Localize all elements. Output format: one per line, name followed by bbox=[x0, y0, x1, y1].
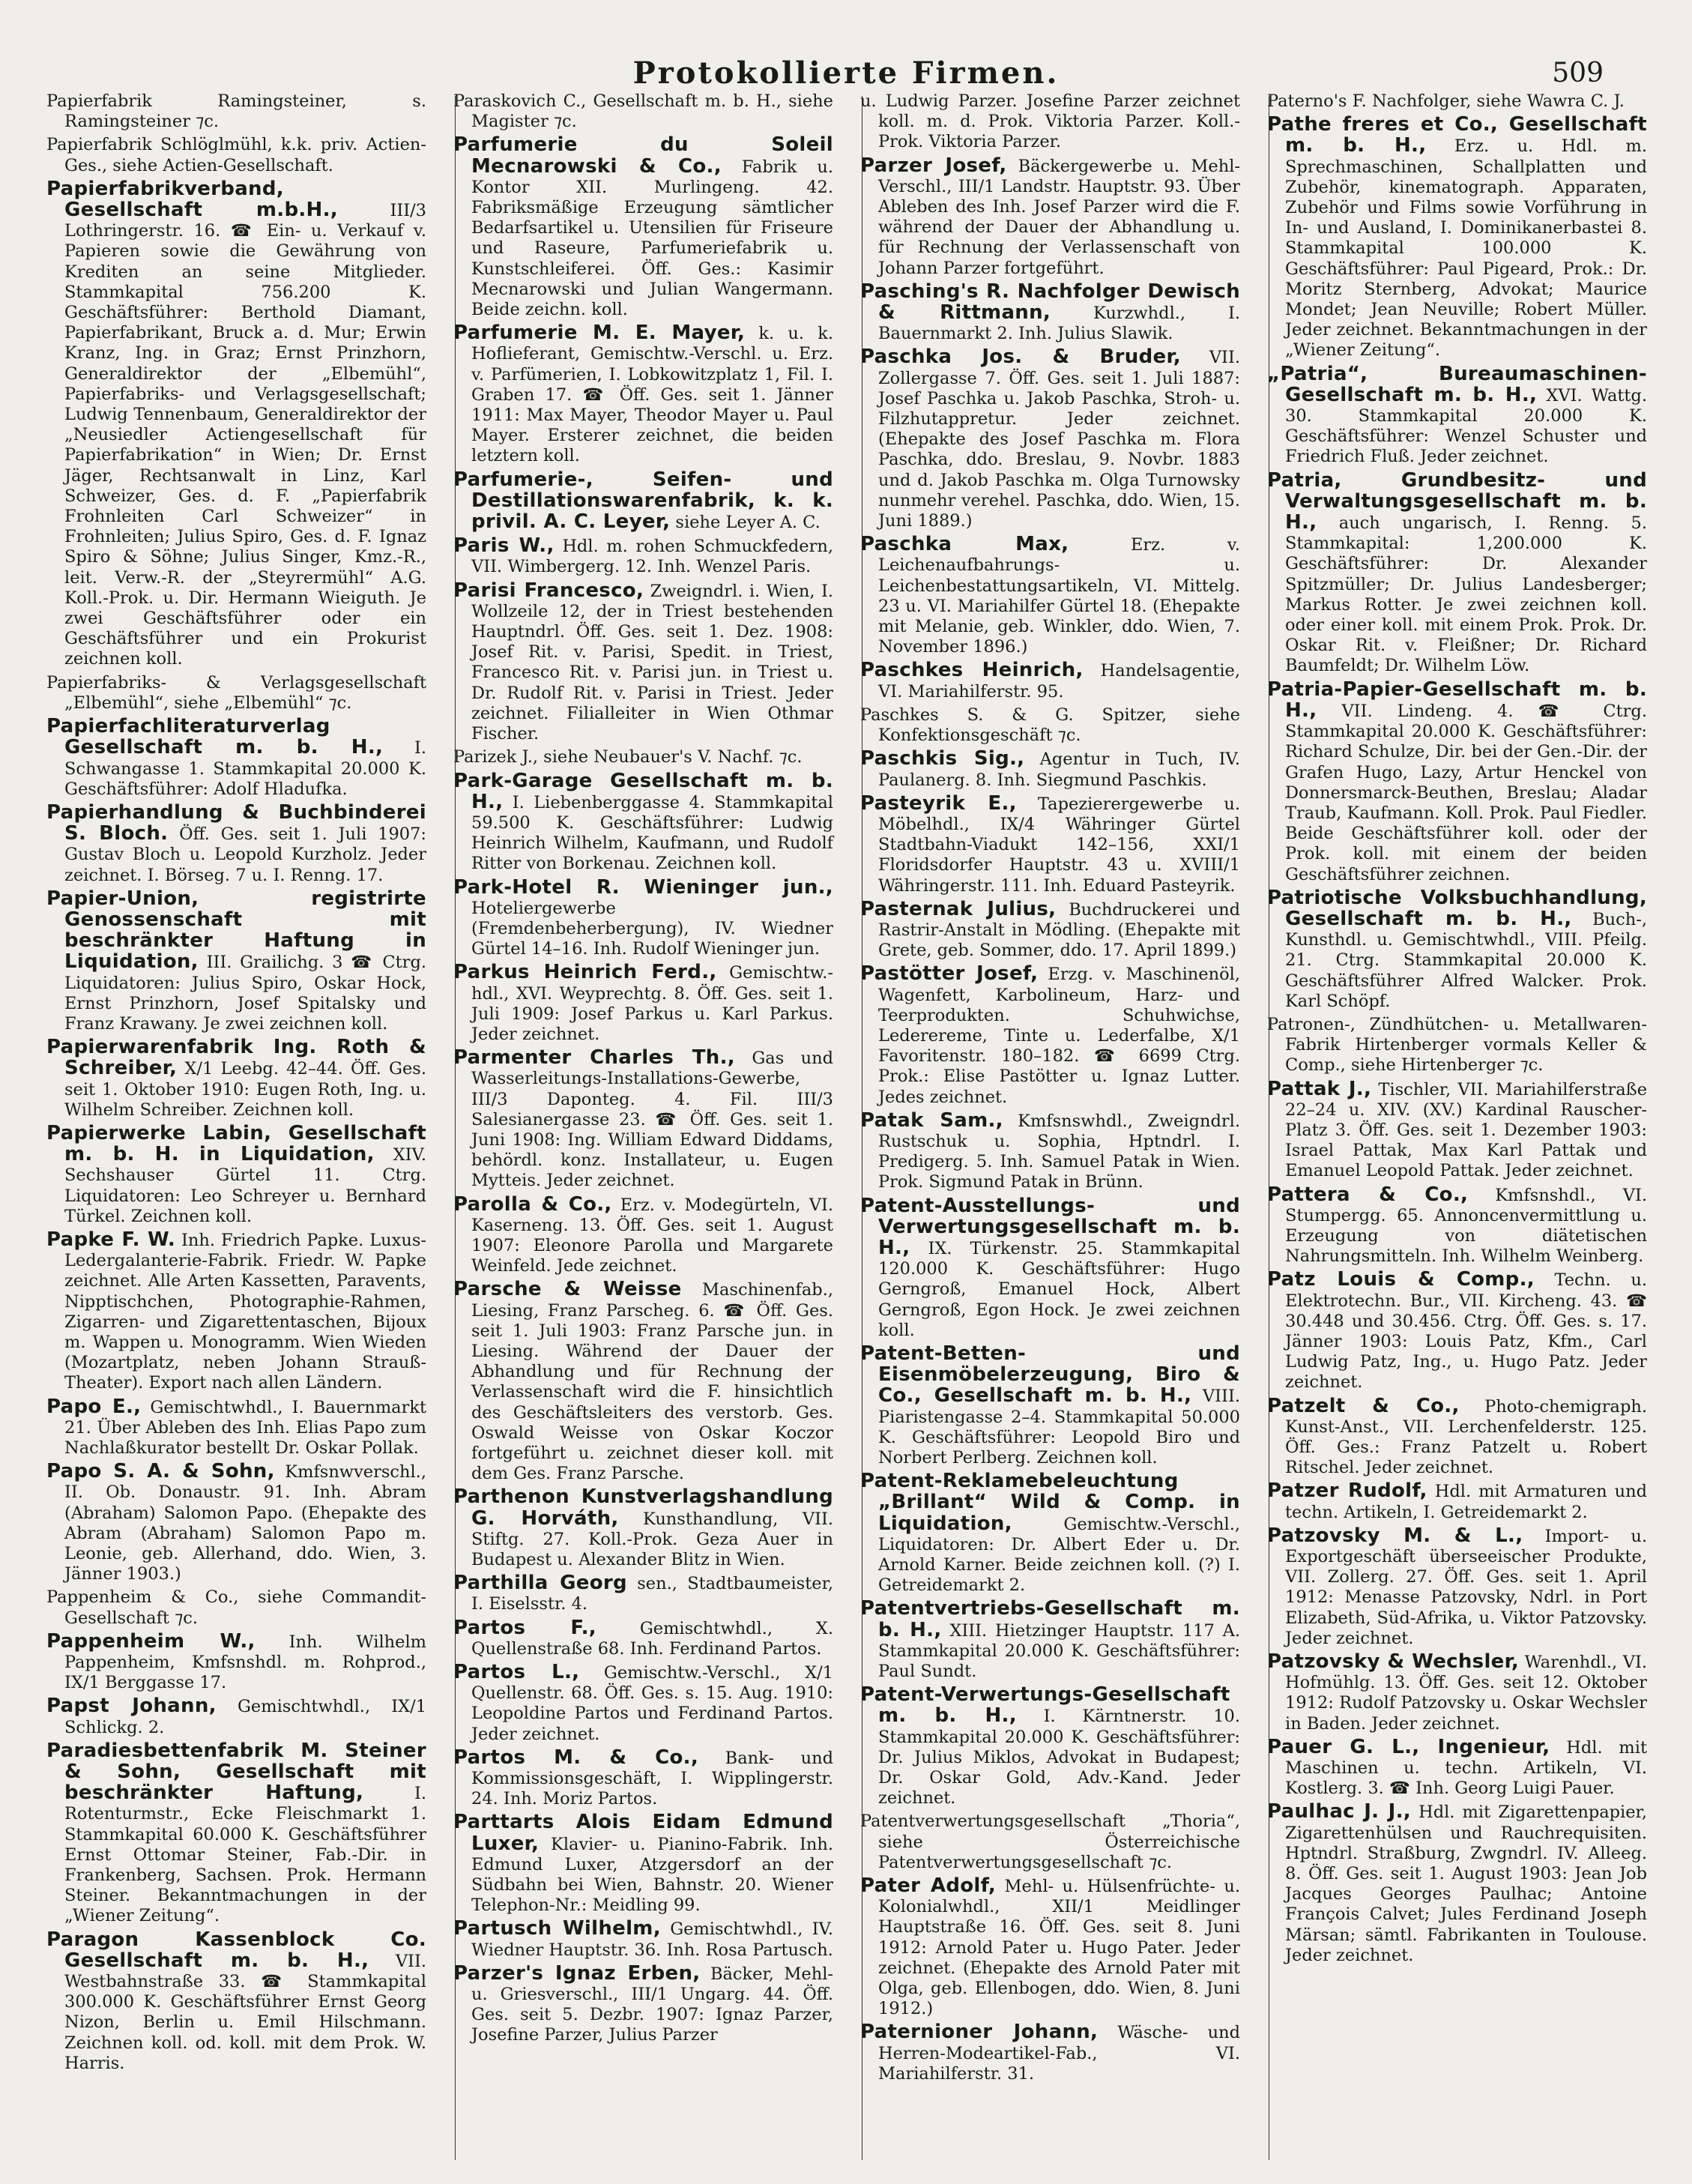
firm-entry bbox=[46, 1587, 426, 1628]
firm-details: siehe Leyer A. C. bbox=[675, 513, 821, 533]
firm-details: auch ungarisch, I. Renng. 5. Stammkapital: 1,200.000 K. Geschäftsführer: Dr. Alexander Spitzmüller; Dr. Julius Landesberger; Markus Rotter. Je zwei zeichnen koll. oder einer koll. mit einem Prok. Prok. Dr. Oskar Rit. v. Fleißner; Dr. Richard Baumfeldt; Dr. Wilhelm Löw. bbox=[1285, 513, 1648, 676]
firm-name: Partos F., bbox=[453, 1616, 596, 1639]
firm-details: k. u. k. Hoflieferant, Gemischtw.-Verschl. u. Erz. v. Parfümerien, I. Lobkowitzplatz 1, Fil. I. Graben 17. ☎ Öff. Ges. seit 1. Jänner 1911: Max Mayer, Theodor Mayer u. Paul Mayer. Ersterer zeichnet, die beiden letztern koll. bbox=[471, 324, 833, 466]
firm-entry bbox=[860, 897, 1241, 962]
firm-details: VIII. Piaristengasse 2–4. Stammkapital 50.000 K. Geschäftsführer: Leopold Biro und Norbert Perlberg. Zeichnen koll. bbox=[878, 1387, 1240, 1467]
firm-name: Paris W., bbox=[453, 534, 555, 558]
firm-entry bbox=[453, 1811, 833, 1916]
firm-entry bbox=[860, 533, 1240, 657]
firm-details: Photo-chemigraph. Kunst-Anst., VII. Lerchenfelderstr. 125. Öff. Ges.: Franz Patzelt u. Robert Ritschel. Jeder zeichnet. bbox=[1285, 1396, 1647, 1478]
firm-entry bbox=[453, 1485, 834, 1570]
firm-entry bbox=[860, 1342, 1240, 1468]
firm-details: Gemischtwhdl., I. Bauernmarkt 21. Über Ableben des Inh. Elias Papo zum Nachlaßkurator bestellt Dr. Oskar Pollak. bbox=[64, 1397, 426, 1458]
firm-name: Patent-Betten- und Eisenmöbelerzeugung, Biro & Co., Gesellschaft m. b. H., bbox=[860, 1342, 1240, 1408]
firm-entry bbox=[453, 1961, 834, 2046]
firm-entry bbox=[453, 1278, 834, 1484]
firm-entry bbox=[46, 177, 426, 670]
firm-name: Papierwerke Labin, Gesellschaft m. b. H. in Liquidation, bbox=[46, 1121, 426, 1166]
firm-entry bbox=[860, 1470, 1240, 1596]
firm-name: Parfumerie du Soleil Mecnarowski & Co., bbox=[453, 133, 833, 178]
firm-name: Parzer Josef, bbox=[860, 154, 1007, 177]
firm-name: Papierwarenfabrik Ing. Roth & Schreiber, bbox=[46, 1036, 426, 1080]
firm-entry bbox=[1267, 1524, 1647, 1649]
firm-details: Patronen-, Zündhütchen- u. Metallwaren-Fabrik Hirtenberger vormals Keller & Comp., siehe Hirtenberger ⁊c. bbox=[1267, 1014, 1647, 1076]
firm-entry bbox=[1267, 1394, 1647, 1479]
firm-name: Park-Hotel R. Wieninger jun., bbox=[453, 875, 833, 899]
firm-name: Patriotische Volksbuchhandlung, Gesellschaft m. b. H., bbox=[1267, 886, 1647, 930]
firm-entry bbox=[46, 1629, 427, 1694]
firm-name: Paschka Max, bbox=[860, 533, 1069, 556]
firm-details: Fabrik u. Kontor XII. Murlingeng. 42. Fabriksmäßige Erzeugung sämtlicher Bedarfsartikel u. Utensilien für Friseure und Raseure, Parfumeriefabrik u. Kunstschleiferei. Öff. Ges.: Kasimir Mecnarowski und Julian Wangermann. Beide zeichn. koll. bbox=[471, 157, 833, 320]
firm-details: Tischler, VII. Mariahilferstraße 22–24 u. XIV. (XV.) Kardinal Rauscher-Platz 3. Öff. Ges. seit 1. Dezember 1903: Israel Pattak, Max Karl Pattak und Emanuel Leopold Pattak. Jeder zeichnet. bbox=[1285, 1079, 1648, 1181]
firm-details: Bäcker, Mehl- u. Griesverschl., III/1 Ungarg. 44. Öff. Ges. seit 5. Dezbr. 1907: Ignaz Parzer, Josefine Parzer, Julius Parzer bbox=[471, 1964, 834, 2045]
firm-details: Hdl. mit Maschinen u. techn. Artikeln, VI. Kostlerg. 3. ☎ Inh. Georg Luigi Pauer. bbox=[1285, 1737, 1647, 1799]
firm-entry bbox=[46, 1460, 426, 1584]
firm-entry bbox=[860, 747, 1240, 790]
firm-name: Papst Johann, bbox=[46, 1695, 217, 1718]
firm-name: Paragon Kassenblock Co. Gesellschaft m. b. H., bbox=[46, 1928, 426, 1972]
firm-details: Gemischtw.-hdl., XVI. Weyprechtg. 8. Öff. Ges. seit 1. Juli 1909: Josef Parkus u. Karl Parkus. Jeder zeichnet. bbox=[471, 963, 833, 1044]
firm-details: u. Ludwig Parzer. Josefine Parzer zeichnet koll. m. d. Prok. Viktoria Parzer. Koll.-Prok. Viktoria Parzer. bbox=[860, 91, 1240, 152]
firm-details: Paschkes S. & G. Spitzer, siehe Konfektionsgeschäft ⁊c. bbox=[860, 705, 1240, 746]
firm-details: Tapezierergewerbe u. Möbelhdl., IX/4 Währinger Gürtel Stadtbahn-Viadukt 142–156, XXI/1 Floridsdorfer Hauptstr. 43 u. XVIII/1 Währingerstr. 111. Inh. Eduard Pasteyrik. bbox=[878, 794, 1241, 896]
firm-details: Zweigndrl. i. Wien, I. Wollzeile 12, der in Triest bestehenden Hauptndrl. Öff. Ges. seit 1. Dez. 1908: Josef Rit. v. Parisi, Spedit. in Triest, Francesco Rit. v. Parisi jun. in Triest u. Dr. Rudolf Rit. v. Parisi in Triest. Jeder zeichnet. Filialleiter in Wien Othmar Fischer. bbox=[471, 581, 833, 744]
firm-name: Paschka Jos. & Bruder, bbox=[860, 346, 1181, 369]
firm-entry bbox=[1267, 1183, 1647, 1267]
firm-name: Paradiesbettenfabrik M. Steiner & Sohn, Gesellschaft mit beschränkter Haftung, bbox=[46, 1739, 426, 1805]
firm-name: Parkus Heinrich Ferd., bbox=[453, 961, 717, 984]
firm-details: Gemischtwhdl., X. Quellenstraße 68. Inh. Ferdinand Partos. bbox=[471, 1618, 833, 1659]
firm-details: Kmfsnswhdl., Zweigndrl. Rustschuk u. Sophia, Hptndrl. I. Predigerg. 5. Inh. Samuel Patak in Wien. Prok. Sigmund Patak in Brünn. bbox=[878, 1111, 1241, 1192]
firm-details: Klavier- u. Pianino-Fabrik. Inh. Edmund Luxer, Atzgersdorf an der Südbahn bei Wien, Bahnstr. 20. Wiener Telephon-Nr.: Meidling 99. bbox=[471, 1834, 833, 1916]
firm-details: IX. Türkenstr. 25. Stammkapital 120.000 K. Geschäftsführer: Hugo Gerngroß, Emanuel Hock, Albert Gerngroß, Egon Hock. Je zwei zeichnen koll. bbox=[878, 1238, 1240, 1340]
firm-details: Gemischtw.-Verschl., Liquidatoren: Dr. Albert Eder u. Dr. Arnold Karner. Beide zeichnen koll. (?) I. Getreidemarkt 2. bbox=[878, 1514, 1240, 1596]
firm-entry bbox=[46, 1036, 426, 1120]
firm-name: Parsche & Weisse bbox=[453, 1278, 682, 1301]
page-number: 509 bbox=[1552, 58, 1604, 88]
firm-entry bbox=[1267, 113, 1648, 361]
firm-entry bbox=[860, 659, 1240, 702]
firm-name: Parfumerie-, Seifen- und Destillationswarenfabrik, k. k. privil. A. C. Leyer, bbox=[453, 468, 833, 534]
firm-details: XVI. Wattg. 30. Stammkapital 20.000 K. Geschäftsführer: Wenzel Schuster und Friedrich Fluß. Jeder zeichnet. bbox=[1285, 385, 1647, 467]
firm-name: Patent-Reklamebeleuchtung „Brillant“ Wild & Comp. in Liquidation, bbox=[860, 1470, 1240, 1535]
firm-entry bbox=[860, 1108, 1241, 1193]
firm-name: Patentvertriebs-Gesellschaft m. b. H., bbox=[860, 1597, 1240, 1641]
page-header bbox=[0, 51, 1692, 96]
firm-name: Pasternak Julius, bbox=[860, 897, 1057, 920]
firm-entry bbox=[453, 91, 833, 132]
firm-details: I. Rotenturmstr., Ecke Fleischmarkt 1. Stammkapital 60.000 K. Geschäftsführer Ernst Ottomar Steiner, Fab.-Dir. in Frankenberg, Sachsen. Prok. Hermann Steiner. Bekanntmachungen in der „Wiener Zeitung“. bbox=[64, 1784, 426, 1926]
firm-name: Patzovsky M. & L., bbox=[1267, 1524, 1523, 1547]
firm-details: Paterno's F. Nachfolger, siehe Wawra C. J. bbox=[1267, 91, 1625, 111]
firm-entry bbox=[453, 534, 834, 577]
firm-entry bbox=[860, 1812, 1240, 1873]
firm-details: Gas und Wasserleitungs-Installations-Gewerbe, III/3 Daponteg. 4. Fil. III/3 Salesianergasse 23. ☎ Öff. Ges. seit 1. Juni 1908: Ing. William Edward Diddams, behördl. konz. Installateur, u. Eugen Mytteis. Jeder zeichnet. bbox=[471, 1049, 833, 1191]
firm-entry bbox=[1267, 678, 1647, 885]
firm-name: Patzelt & Co., bbox=[1267, 1394, 1460, 1417]
firm-entry bbox=[453, 875, 833, 960]
firm-entry bbox=[860, 1597, 1241, 1682]
firm-name: Parthenon Kunstverlagshandlung G. Horváth, bbox=[453, 1485, 833, 1530]
firm-details: Agentur in Tuch, IV. Paulanerg. 8. Inh. Siegmund Paschkis. bbox=[878, 749, 1240, 790]
firm-name: Pater Adolf, bbox=[860, 1874, 997, 1898]
firm-entry bbox=[860, 2021, 1240, 2084]
firm-details: I. Liebenberggasse 4. Stammkapital 59.500 K. Geschäftsführer: Ludwig Heinrich Wilhelm, Kaufmann, und Rudolf Ritter von Borkenau. Zeichnen koll. bbox=[471, 792, 833, 874]
firm-entry bbox=[453, 1046, 833, 1191]
firm-name: Patria-Papier-Gesellschaft m. b. H., bbox=[1267, 678, 1647, 722]
firm-name: Papke F. W. bbox=[46, 1228, 175, 1251]
firm-name: Parttarts Alois Eidam Edmund Luxer, bbox=[453, 1811, 833, 1855]
firm-details: Hdl. mit Zigarettenpapier, Zigarettenhülsen und Rauchrequisiten. Hptndrl. Straßburg, Zwgndrl. IV. Alleeg. 8. Öff. Ges. seit 1. August 1903: Jean Job Jacques Georges Paulhac; Antoine François Calvet; Jules Ferdinand Joseph Märsan; sämtl. Fabrikanten in Toulouse. Jeder zeichnet. bbox=[1285, 1803, 1647, 1965]
firm-details: I. Schwangasse 1. Stammkapital 20.000 K. Geschäftsführer: Adolf Hladufka. bbox=[64, 738, 426, 799]
firm-details: VII. Zollergasse 7. Öff. Ges. seit 1. Juli 1887: Josef Paschka u. Jakob Paschka, Stroh- u. Filzhutappretur. Jeder zeichnet. (Ehepakte des Josef Paschka m. Flora Paschka, ddo. Breslau, 9. Novbr. 1883 und d. Jakob Paschka m. Olga Turnowsky nunmehr verehel. Paschka, ddo. Wien, 15. Juni 1889.) bbox=[878, 348, 1240, 531]
firm-details: Kunsthandlung, VII. Stiftg. 27. Koll.-Prok. Geza Auer in Budapest u. Alexander Blitz in Wien. bbox=[471, 1509, 834, 1570]
firm-name: Parfumerie M. E. Mayer, bbox=[453, 322, 746, 345]
firm-entry bbox=[1267, 1800, 1647, 1966]
firm-details: Erzg. v. Maschinenöl, Wagenfett, Karbolineum, Harz- und Teerprodukten. Schuhwichse, Lederereme, Tinte u. Lederfalbe, X/1 Favoritenstr. 180–182. ☎ 6699 Ctrg. Prok.: Elise Pastötter u. Ignaz Lutter. Jedes zeichnet. bbox=[878, 965, 1240, 1107]
firm-entry bbox=[1267, 1735, 1647, 1800]
firm-name: Patent-Verwertungs-Gesellschaft m. b. H., bbox=[860, 1683, 1230, 1728]
firm-entry bbox=[860, 1683, 1240, 1809]
firm-name: Pappenheim W., bbox=[46, 1629, 256, 1653]
firm-entry bbox=[453, 1192, 833, 1277]
firm-details: Gemischtwhdl., IX/1 Schlickg. 2. bbox=[64, 1697, 427, 1737]
firm-entry bbox=[46, 1228, 426, 1394]
firm-details: Hdl. m. rohen Schmuckfedern, VII. Wimbergerg. 12. Inh. Wenzel Paris. bbox=[471, 537, 834, 577]
firm-entry bbox=[453, 1746, 833, 1810]
firm-entry bbox=[46, 672, 426, 714]
firm-entry bbox=[453, 468, 833, 534]
firm-details: Hdl. mit Armaturen und techn. Artikeln, I. Getreidemarkt 2. bbox=[1285, 1482, 1648, 1522]
firm-name: Pasteyrik E., bbox=[860, 791, 1017, 815]
firm-name: Pastötter Josef, bbox=[860, 962, 1039, 986]
firm-entry bbox=[860, 705, 1240, 746]
firm-entry bbox=[453, 322, 833, 466]
firm-entry bbox=[860, 346, 1240, 531]
firm-name: Paulhac J. J., bbox=[1267, 1800, 1411, 1823]
firm-name: „Patria“, Bureaumaschinen-Gesellschaft m. b. H., bbox=[1267, 362, 1647, 406]
firm-name: Paschkes Heinrich, bbox=[860, 659, 1084, 682]
firm-details: Handelsagentie, VI. Mariahilferstr. 95. bbox=[878, 661, 1240, 702]
firm-details: Warenhdl., VI. Hofmühlg. 13. Öff. Ges. seit 12. Oktober 1912: Rudolf Patzovsky u. Oskar Wechsler in Baden. Jeder zeichnet. bbox=[1285, 1653, 1647, 1734]
firm-details: Inh. Wilhelm Pappenheim, Kmfsnshdl. m. Rohprod., IX/1 Berggasse 17. bbox=[64, 1632, 427, 1693]
firm-entry bbox=[1267, 362, 1647, 468]
firm-name: Paternioner Johann, bbox=[860, 2021, 1099, 2044]
firm-details: Papierfabrik Schlöglmühl, k.k. priv. Actien-Ges., siehe Actien-Gesellschaft. bbox=[46, 135, 426, 175]
firm-name: Parthilla Georg bbox=[453, 1572, 627, 1595]
firm-entry bbox=[453, 961, 833, 1045]
firm-entry bbox=[46, 800, 427, 886]
firm-details: VII. Westbahnstraße 33. ☎ Stammkapital 300.000 K. Geschäftsführer Ernst Georg Nizon, Berlin u. Emil Hilschmann. Zeichnen koll. od. koll. mit dem Prok. W. Harris. bbox=[64, 1951, 426, 2073]
firm-details: Gemischtw.-Verschl., X/1 Quellenstr. 68. Öff. Ges. s. 15. Aug. 1910: Leopoldine Partos und Ferdinand Partos. Jeder zeichnet. bbox=[471, 1663, 833, 1744]
firm-name: Park-Garage Gesellschaft m. b. H., bbox=[453, 769, 833, 813]
firm-entry bbox=[453, 769, 833, 875]
firm-entry bbox=[453, 1616, 833, 1659]
firm-details: Kurzwhdl., I. Bauernmarkt 2. Inh. Julius Slawik. bbox=[878, 304, 1241, 344]
firm-details: XIV. Sechshauser Gürtel 11. Ctrg. Liquidatoren: Leo Schreyer u. Bernhard Türkel. Zeichnen koll. bbox=[64, 1145, 426, 1226]
firm-name: Patzer Rudolf, bbox=[1267, 1479, 1427, 1503]
firm-entry bbox=[453, 133, 833, 320]
column-4 bbox=[1264, 91, 1655, 2160]
firm-name: Papierfachliteraturverlag Gesellschaft m. b. H., bbox=[46, 715, 384, 759]
firm-entry bbox=[860, 154, 1240, 279]
firm-details: VII. Lindeng. 4. ☎ Ctrg. Stammkapital 20.000 K. Geschäftsführer: Richard Schulze, Dir. bei der Gen.-Dir. der Grafen Hugo, Lazy, Artur Henckel von Donnersmarck-Beuthen, Breslau; Aladar Traub, Kaufmann. Koll. Prok. Paul Fiedler. Beide Geschäftsführer koll. oder der Prok. koll. mit einem der beiden Geschäftsführer zeichnen. bbox=[1285, 701, 1647, 884]
firm-details: Inh. Friedrich Papke. Luxus-Ledergalanterie-Fabrik. Friedr. W. Papke zeichnet. Alle Arten Kassetten, Paravents, Nipptischchen, Photographie-Rahmen, Zigarren- und Zigarettentaschen, Bijoux m. Wappen u. Monogramm. Wien Wieden (Mozartplatz, neben Johann Strauß-Theater). Export nach allen Ländern. bbox=[64, 1230, 426, 1393]
column-1 bbox=[43, 91, 434, 2160]
firm-entry bbox=[860, 1194, 1240, 1341]
firm-details: Hoteliergewerbe (Fremdenbeherbergung), IV. Wiedner Gürtel 14–16. Inh. Rudolf Wieninger jun. bbox=[471, 898, 833, 959]
firm-name: Parolla & Co., bbox=[453, 1192, 612, 1216]
firm-details: Bank- und Kommissionsgeschäft, I. Wipplingerstr. 24. Inh. Moriz Partos. bbox=[471, 1748, 833, 1809]
firm-details: Parizek J., siehe Neubauer's V. Nachf. ⁊c. bbox=[453, 747, 803, 767]
firm-details: X/1 Leebg. 42–44. Öff. Ges. seit 1. Oktober 1910: Eugen Roth, Ing. u. Wilhelm Schreiber. Zeichnen koll. bbox=[64, 1059, 426, 1120]
firm-details: Import- u. Exportgeschäft überseeischer Produkte, VII. Zollerg. 27. Öff. Ges. seit 1. April 1912: Menasse Patzovsky, Ndrl. in Port Elizabeth, Süd-Afrika, u. Viktor Patzovsky. Jeder zeichnet. bbox=[1285, 1526, 1647, 1648]
firm-name: Papo S. A. & Sohn, bbox=[46, 1460, 275, 1483]
directory-columns bbox=[43, 91, 1655, 2160]
firm-entry bbox=[860, 791, 1241, 896]
firm-entry bbox=[46, 1928, 426, 2074]
firm-details: Papierfabrik Ramingsteiner, s. Ramingsteiner ⁊c. bbox=[46, 91, 426, 132]
firm-name: Papo E., bbox=[46, 1395, 142, 1418]
firm-details: Kmfsnshdl., VI. Stumpergg. 65. Annoncenvermittlung u. Erzeugung von diätetischen Nahrungsmitteln. Inh. Wilhelm Weinberg. bbox=[1285, 1185, 1647, 1267]
firm-entry bbox=[46, 1695, 427, 1737]
firm-entry bbox=[46, 91, 426, 132]
firm-details: Patentverwertungsgesellschaft „Thoria“, siehe Österreichische Patentverwertungsgesellschaft ⁊c. bbox=[860, 1812, 1240, 1872]
firm-name: Patz Louis & Comp., bbox=[1267, 1268, 1535, 1291]
firm-entry bbox=[1267, 1479, 1648, 1522]
firm-name: Parisi Francesco, bbox=[453, 579, 644, 602]
firm-name: Patent-Ausstellungs- und Verwertungsgesellschaft m. b. H., bbox=[860, 1194, 1240, 1259]
firm-entry bbox=[860, 1874, 1241, 2019]
firm-entry bbox=[46, 887, 426, 1034]
firm-entry bbox=[46, 135, 426, 175]
firm-details: Erz. v. Leichenaufbahrungs- u. Leichenbestattungsartikeln, VI. Mittelg. 23 u. VI. Mariahilfer Gürtel 18. (Ehepakte mit Melanie, geb. Winkler, ddo. Wien, 7. November 1896.) bbox=[878, 535, 1240, 657]
firm-entry bbox=[1267, 1650, 1647, 1734]
firm-details: Buch-, Kunsthdl. u. Gemischtwhdl., VIII. Pfeilg. 21. Ctrg. Stammkapital 20.000 K. Geschäftsführer Alfred Walcker. Prok. Karl Schöpf. bbox=[1285, 909, 1647, 1011]
firm-details: Buchdruckerei und Rastrir-Anstalt in Mödling. (Ehepakte mit Grete, geb. Sommer, ddo. 17. April 1899.) bbox=[878, 899, 1241, 961]
firm-details: Maschinenfab., Liesing, Franz Parscheg. 6. ☎ Öff. Ges. seit 1. Juli 1903: Franz Parsche jun. in Liesing. Während der Dauer der Abhandlung und für Rechnung der Verlassenschaft wird die F. hinsichtlich des Geschäftsleiters des verstorb. Ges. Oswald Weisse von Oskar Koczor fortgeführt u. zeichnet dieser koll. mit dem Ges. Franz Parsche. bbox=[471, 1280, 834, 1484]
firm-entry bbox=[860, 91, 1240, 153]
firm-details: Papierfabriks- & Verlagsgesellschaft „Elbemühl“, siehe „Elbemühl“ ⁊c. bbox=[46, 672, 426, 713]
firm-details: Paraskovich C., Gesellschaft m. b. H., siehe Magister ⁊c. bbox=[453, 91, 833, 132]
firm-details: III. Grailichg. 3 ☎ Ctrg. Liquidatoren: Julius Spiro, Oskar Hock, Ernst Prinzhorn, Josef Spitalsky und Franz Krawany. Je zwei zeichnen koll. bbox=[64, 953, 426, 1034]
firm-name: Parzer's Ignaz Erben, bbox=[453, 1961, 701, 1985]
firm-details: Erz. v. Modegürteln, VI. Kaserneng. 13. Öff. Ges. seit 1. August 1907: Eleonore Parolla und Margarete Weinfeld. Jede zeichnet. bbox=[471, 1195, 833, 1276]
firm-details: Bäckergewerbe u. Mehl-Verschl., III/1 Landstr. Hauptstr. 93. Über Ableben des Inh. Josef Parzer wird die F. während der Dauer der Abhandlung u. für Rechnung der Verlassenschaft von Johann Parzer fortgeführt. bbox=[878, 156, 1240, 278]
firm-entry bbox=[860, 280, 1241, 345]
firm-entry bbox=[453, 579, 833, 745]
firm-details: Techn. u. Elektrotechn. Bur., VII. Kircheng. 43. ☎ 30.448 und 30.456. Ctrg. Öff. Ges. s. 17. Jänner 1903: Louis Patz, Kfm., Carl Ludwig Patz, Ing., u. Hugo Patz. Jeder zeichnet. bbox=[1285, 1270, 1647, 1393]
firm-details: XIII. Hietzinger Hauptstr. 117 A. Stammkapital 20.000 K. Geschäftsführer: Paul Sundt. bbox=[878, 1620, 1241, 1682]
firm-details: I. Kärntnerstr. 10. Stammkapital 20.000 K. Geschäftsführer: Dr. Julius Miklos, Advokat in Budapest; Dr. Oskar Gold, Adv.-Kand. Jeder zeichnet. bbox=[878, 1707, 1240, 1809]
firm-entry bbox=[1267, 1014, 1647, 1076]
firm-entry bbox=[46, 1121, 426, 1227]
firm-name: Patria, Grundbesitz- und Verwaltungsgesellschaft m. b. H., bbox=[1267, 468, 1647, 534]
firm-entry bbox=[453, 1661, 833, 1745]
page-title: Protokollierte Firmen. bbox=[632, 55, 1060, 91]
firm-entry bbox=[46, 1739, 426, 1927]
firm-name: Paschkis Sig., bbox=[860, 747, 1025, 770]
column-3 bbox=[857, 91, 1248, 2160]
firm-name: Pathe freres et Co., Gesellschaft m. b. H., bbox=[1267, 113, 1647, 157]
firm-name: Patzovsky & Wechsler, bbox=[1267, 1650, 1520, 1674]
firm-name: Partos L., bbox=[453, 1661, 580, 1684]
firm-details: Gemischtwhdl., IV. Wiedner Hauptstr. 36. Inh. Rosa Partusch. bbox=[471, 1919, 833, 1960]
firm-name: Partusch Wilhelm, bbox=[453, 1917, 661, 1940]
firm-entry bbox=[46, 1395, 426, 1459]
firm-entry bbox=[453, 1917, 833, 1960]
firm-entry bbox=[860, 962, 1240, 1107]
firm-name: Partos M. & Co., bbox=[453, 1746, 699, 1769]
firm-name: Patak Sam., bbox=[860, 1108, 1003, 1132]
firm-name: Pattera & Co., bbox=[1267, 1183, 1469, 1206]
firm-details: sen., Stadtbaumeister, I. Eiselsstr. 4. bbox=[471, 1574, 833, 1614]
firm-entry bbox=[1267, 468, 1648, 677]
firm-details: Pappenheim & Co., siehe Commandit-Gesellschaft ⁊c. bbox=[46, 1587, 426, 1628]
firm-entry bbox=[1267, 91, 1647, 112]
firm-name: Pauer G. L., Ingenieur, bbox=[1267, 1735, 1550, 1758]
column-2 bbox=[450, 91, 841, 2160]
firm-name: Papierfabrikverband, Gesellschaft m.b.H., bbox=[46, 177, 338, 222]
firm-name: Parmenter Charles Th., bbox=[453, 1046, 735, 1070]
firm-details: Öff. Ges. seit 1. Juli 1907: Gustav Bloch u. Leopold Kurzholz. Jeder zeichnet. I. Börseg. 7 u. I. Renng. 17. bbox=[64, 824, 427, 885]
firm-name: Pasching's R. Nachfolger Dewisch & Rittmann, bbox=[860, 280, 1240, 325]
firm-details: Mehl- u. Hülsenfrüchte- u. Kolonialwhdl., XII/1 Meidlinger Hauptstraße 16. Öff. Ges. seit 8. Juni 1912: Arnold Pater u. Hugo Pater. Jeder zeichnet. (Ehepakte des Arnold Pater mit Olga, geb. Ellenbogen, ddo. Wien, 8. Juni 1912.) bbox=[878, 1877, 1241, 2019]
firm-entry bbox=[1267, 1268, 1647, 1393]
firm-details: III/3 Lothringerstr. 16. ☎ Ein- u. Verkauf v. Papieren sowie die Gewährung von Krediten an seine Mitglieder. Stammkapital 756.200 K. Geschäftsführer: Berthold Diamant, Papierfabrikant, Bruck a. d. Mur; Erwin Kranz, Ing. in Graz; Ernst Prinzhorn, Generaldirektor der „Elbemühl“, Papierfabriks- und Verlagsgesellschaft; Ludwig Tennenbaum, Generaldirektor der „Neusiedler Actiengesellschaft für Papierfabrikation“ in Wien; Dr. Ernst Jäger, Rechtsanwalt in Linz, Karl Schweizer, Ges. d. F. „Papierfabrik Frohnleiten Carl Schweizer“ in Frohnleiten; Julius Spiro, Ges. d. F. Ignaz Spiro & Söhne; Julius Singer, Kmz.-R., leit. Verw.-R. der „Steyrermühl“ A.G. Koll.-Prok. u. Dir. Hermann Wieiguth. Je zwei Geschäftsführer oder ein Geschäftsführer und ein Prokurist zeichnen koll. bbox=[64, 201, 426, 669]
firm-details: Erz. u. Hdl. m. Sprechmaschinen, Schallplatten und Zubehör, kinematograph. Apparaten, Zubehör und Films sowie Vorführung in In- und Ausland, I. Dominikanerbastei 8. Stammkapital 100.000 K. Geschäftsführer: Paul Pigeard, Prok.: Dr. Moritz Sternberg, Advokat; Maurice Mondet; Jean Neuville; Robert Müller. Jeder zeichnet. Bekanntmachungen in der „Wiener Zeitung“. bbox=[1285, 136, 1648, 361]
firm-entry bbox=[1267, 1077, 1648, 1182]
firm-details: Kmfsnwverschl., II. Ob. Donaustr. 91. Inh. Abram (Abraham) Salomon Papo. (Ehepakte des Abram (Abraham) Salomon Papo m. Leonie, geb. Allerhand, ddo. Wien, 3. Jänner 1903.) bbox=[64, 1462, 426, 1584]
firm-entry bbox=[46, 715, 426, 800]
firm-name: Papierhandlung & Buchbinderei S. Bloch. bbox=[46, 800, 426, 845]
firm-entry bbox=[453, 747, 833, 767]
firm-entry bbox=[453, 1572, 833, 1614]
firm-name: Papier-Union, registrirte Genossenschaft mit beschränkter Haftung in Liquidation, bbox=[46, 887, 426, 974]
firm-entry bbox=[1267, 886, 1647, 1012]
firm-details: Wäsche- und Herren-Modeartikel-Fab., VI. Mariahilferstr. 31. bbox=[878, 2023, 1240, 2084]
firm-name: Pattak J., bbox=[1267, 1077, 1372, 1100]
